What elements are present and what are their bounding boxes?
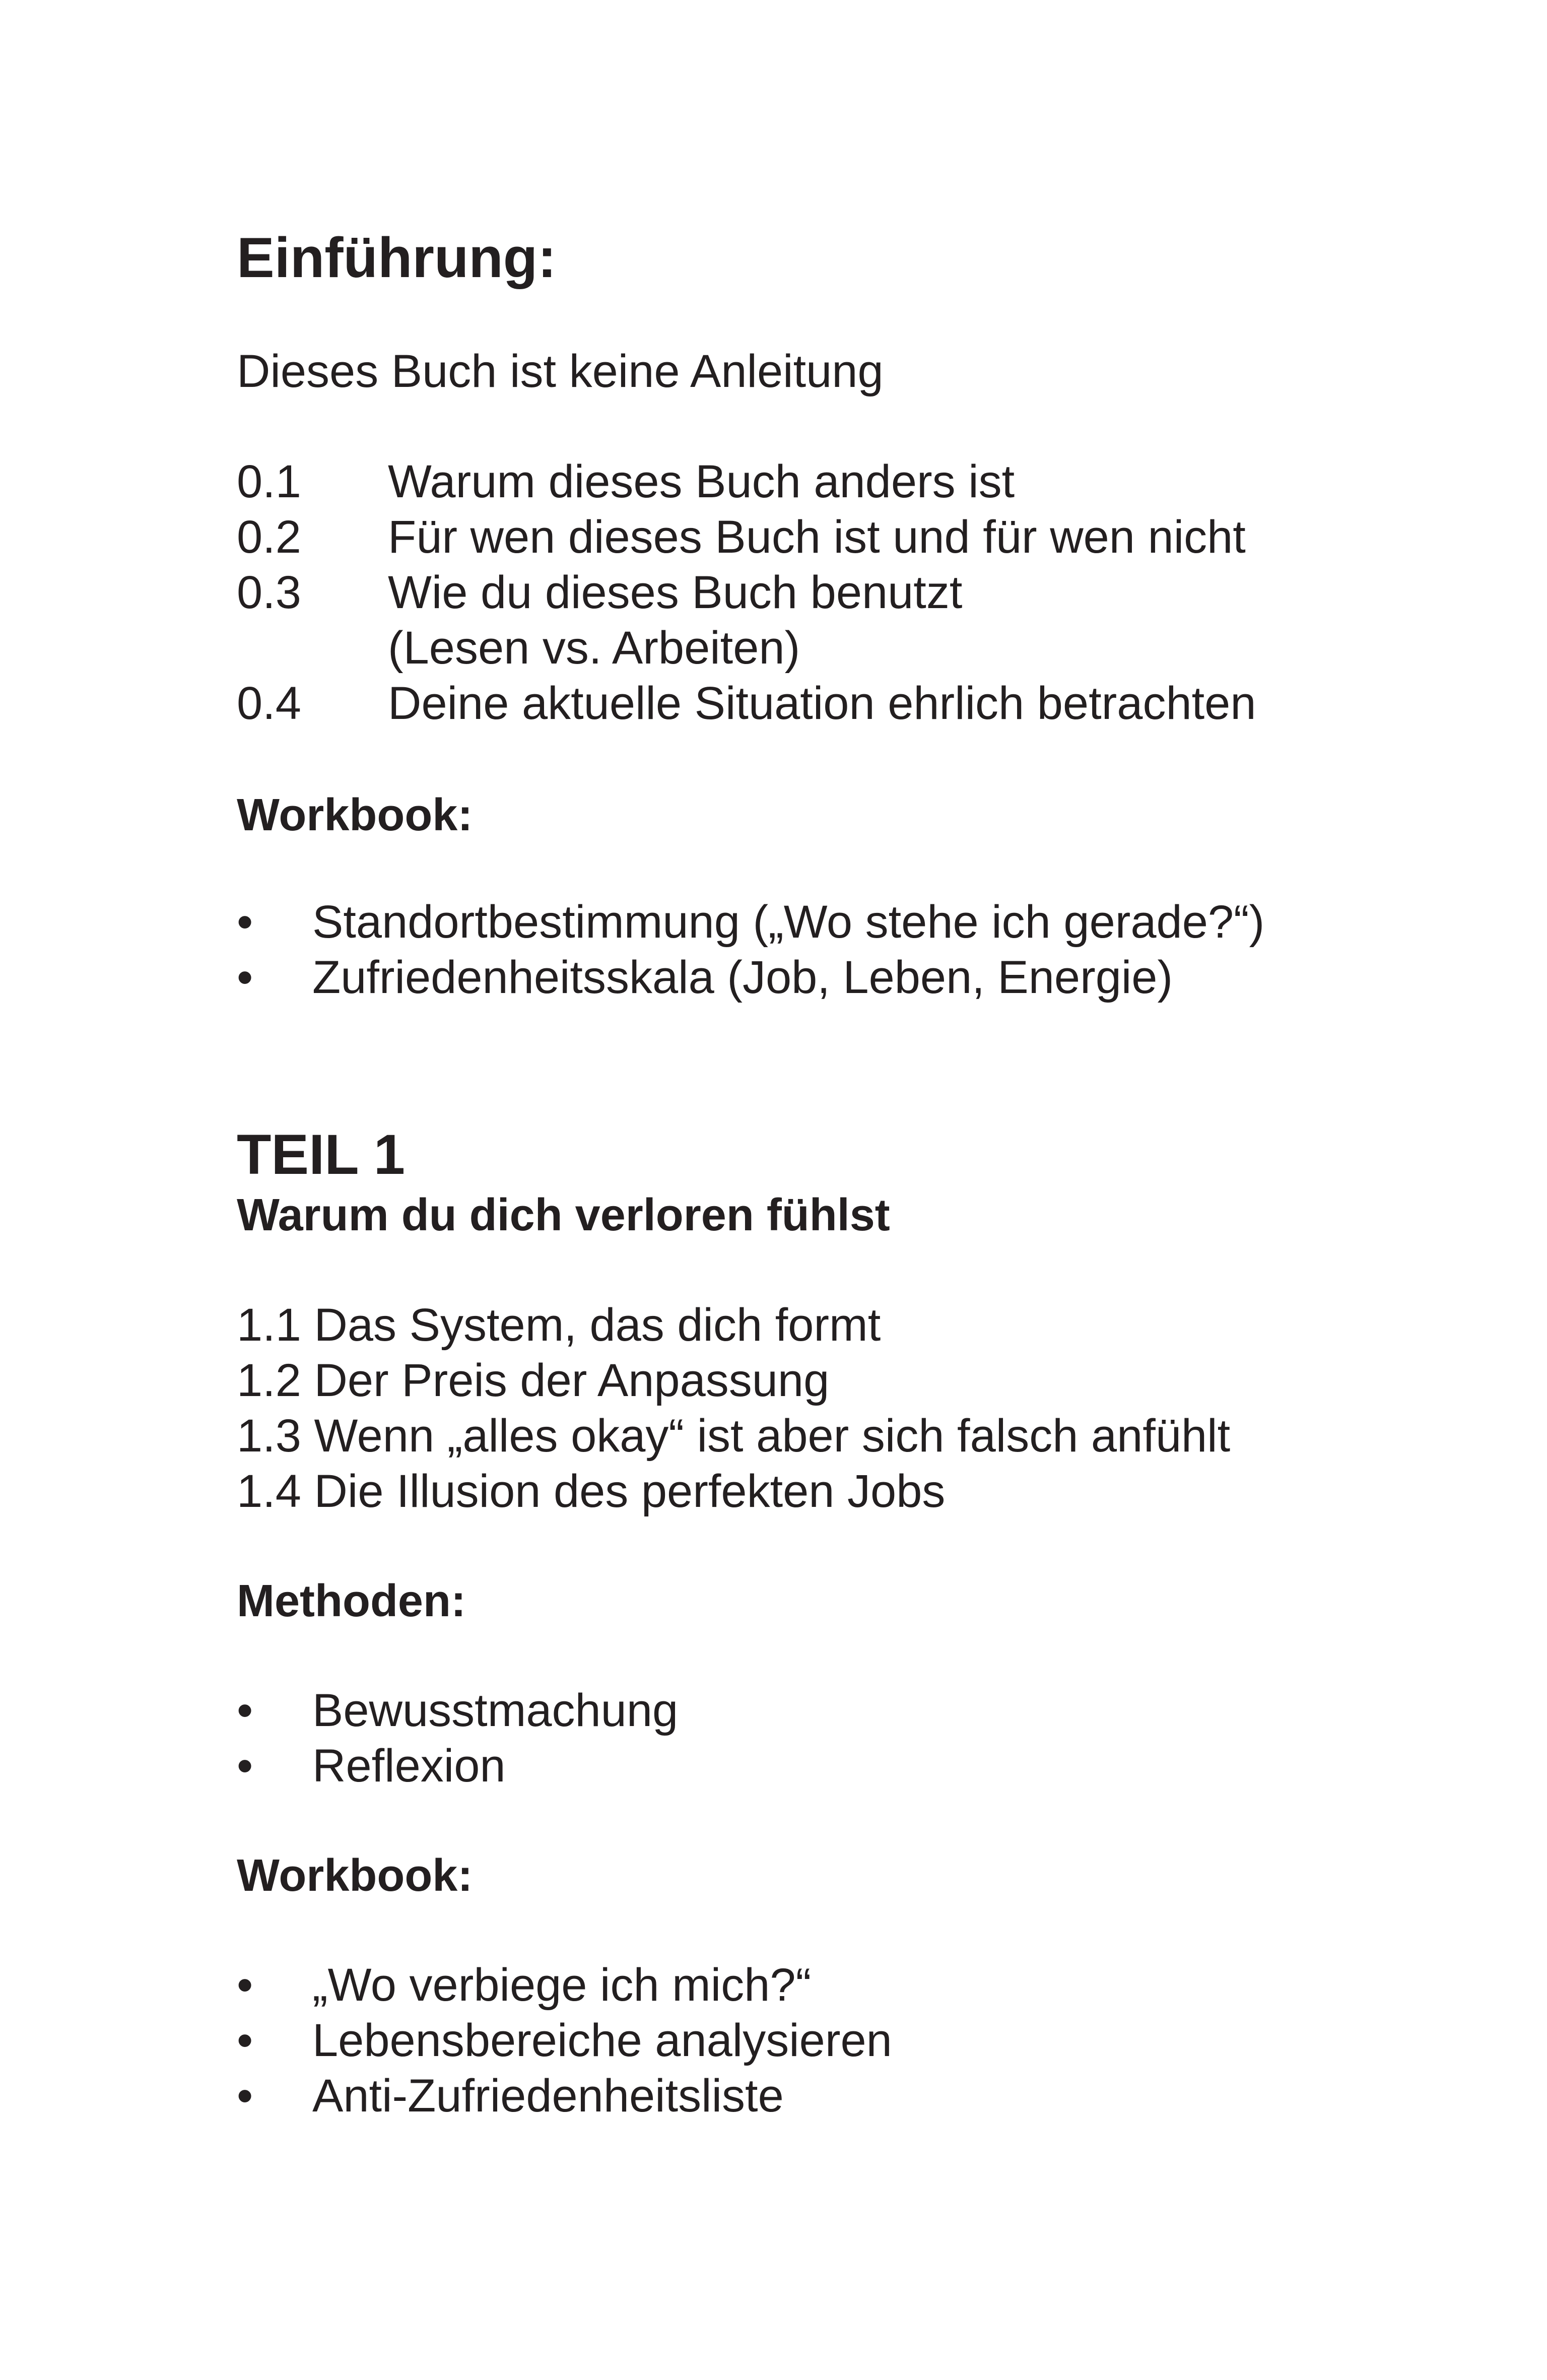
intro-heading: Einführung:	[237, 226, 557, 289]
chapter-title: Warum dieses Buch anders ist	[388, 456, 1015, 507]
bullet-icon: •	[237, 1740, 253, 1792]
chapter-entry	[237, 454, 1446, 509]
chapter-entry	[237, 1297, 1446, 1353]
part1-methods-list	[237, 1683, 1446, 1794]
chapter-title: 1.2 Der Preis der Anpassung	[237, 1355, 830, 1406]
bullet-icon: •	[237, 1959, 253, 2011]
chapter-title: 1.4 Die Illusion des perfekten Jobs	[237, 1466, 946, 1517]
intro-workbook-heading: Workbook:	[237, 790, 473, 840]
intro-subtitle: Dieses Buch ist keine Anleitung	[237, 346, 884, 397]
list-item-text: Standortbestimmung („Wo stehe ich gerade?“)	[312, 896, 1265, 948]
list-item-text: Anti-Zufriedenheitsliste	[312, 2070, 784, 2122]
list-item-text: Reflexion	[312, 1740, 506, 1792]
chapter-title: 1.3 Wenn „alles okay“ ist aber sich falsch anfühlt	[237, 1410, 1231, 1462]
bullet-icon: •	[237, 2015, 253, 2066]
intro-chapter-list	[237, 454, 1446, 731]
bullet-icon: •	[237, 1685, 253, 1736]
chapter-title: Wie du dieses Buch benutzt (Lesen vs. Arbeiten)	[388, 567, 963, 674]
chapter-entry	[237, 1353, 1446, 1408]
list-item	[237, 2013, 1446, 2068]
part1-chapter-list	[237, 1297, 1446, 1519]
list-item	[237, 1957, 1446, 2013]
list-item	[237, 1738, 1446, 1794]
chapter-title: 1.1 Das System, das dich formt	[237, 1299, 881, 1351]
list-item	[237, 894, 1446, 950]
list-item-text: Zufriedenheitsskala (Job, Leben, Energie)	[312, 952, 1173, 1003]
chapter-entry	[237, 1464, 1446, 1519]
chapter-number: 0.1	[237, 456, 301, 507]
chapter-entry	[237, 676, 1446, 731]
chapter-number: 0.4	[237, 678, 301, 729]
list-item-text: Lebensbereiche analysieren	[312, 2015, 892, 2066]
chapter-entry	[237, 565, 1446, 676]
book-page	[237, 0, 1446, 2380]
chapter-number: 0.2	[237, 511, 301, 563]
list-item-text: Bewusstmachung	[312, 1685, 679, 1736]
bullet-icon: •	[237, 896, 253, 948]
part1-workbook-list	[237, 1957, 1446, 2124]
chapter-entry	[237, 1408, 1446, 1464]
chapter-number: 0.3	[237, 567, 301, 618]
list-item	[237, 950, 1446, 1005]
part1-subtitle: Warum du dich verloren fühlst	[237, 1190, 890, 1240]
part1-heading: TEIL 1	[237, 1123, 406, 1186]
chapter-entry	[237, 509, 1446, 565]
list-item	[237, 1683, 1446, 1738]
list-item	[237, 2068, 1446, 2124]
part1-methods-heading: Methoden:	[237, 1576, 466, 1626]
bullet-icon: •	[237, 2070, 253, 2122]
chapter-title: Für wen dieses Buch ist und für wen nicht	[388, 511, 1246, 563]
list-item-text: „Wo verbiege ich mich?“	[312, 1959, 812, 2011]
intro-workbook-list	[237, 894, 1446, 1005]
chapter-title: Deine aktuelle Situation ehrlich betrachten	[388, 678, 1256, 729]
part1-workbook-heading: Workbook:	[237, 1850, 473, 1901]
bullet-icon: •	[237, 952, 253, 1003]
